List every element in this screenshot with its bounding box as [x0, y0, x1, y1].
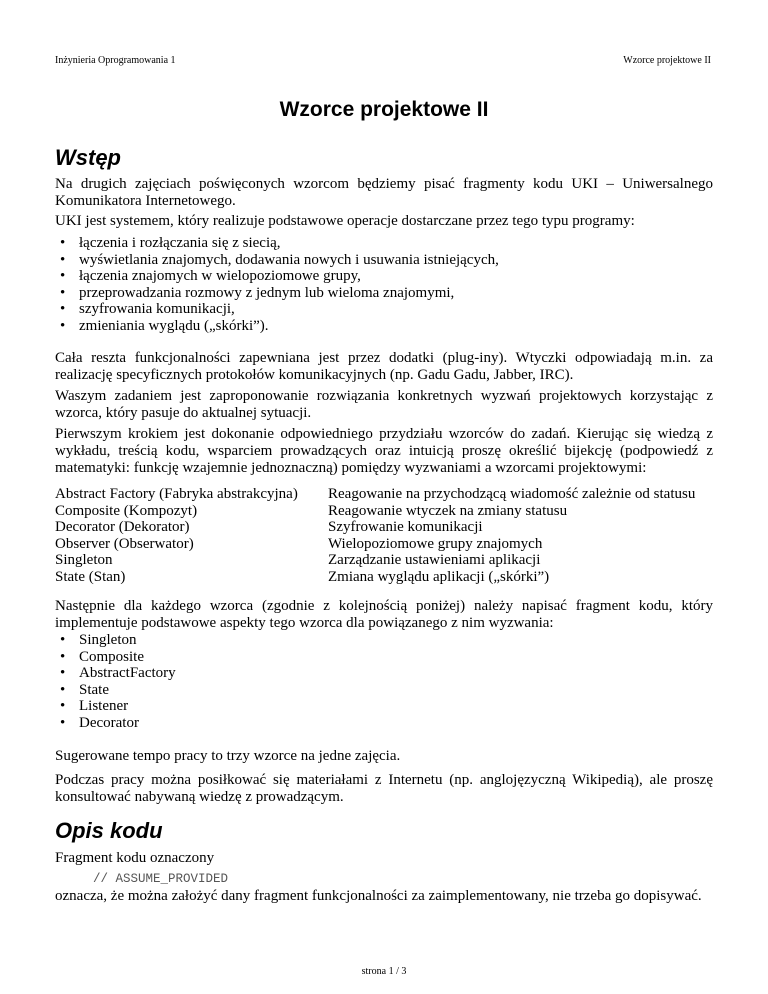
- list-item: • Listener: [60, 698, 129, 715]
- intro-paragraph-5: Pierwszym krokiem jest dokonanie odpowiedniego przydziału wzorców do zadań. Kierując się wiedzą z wykładu, treścią kodu, wsparciem prowadzących oraz intuicją proszę określić bijekcję (podpowiedź z matematyki: funkcję wzajemnie jednoznaczną) pomiędzy wyzwaniami a wzorcami projektowymi:: [55, 426, 713, 476]
- list-item: • szyfrowania komunikacji,: [60, 301, 235, 318]
- list-item: • zmieniania wyglądu („skórki”).: [60, 317, 269, 334]
- intro-paragraph-6: Następnie dla każdego wzorca (zgodnie z kolejnością poniżej) należy napisać fragment kodu, który implementuje podstawowe aspekty tego wzorca dla powiązanego z nim wyzwania:: [55, 598, 713, 631]
- pattern-name: Abstract Factory (Fabryka abstrakcyjna): [55, 486, 298, 502]
- bullet-icon: •: [60, 698, 66, 715]
- challenge-name: Zmiana wyglądu aplikacji („skórki”): [328, 568, 550, 585]
- list-item: • State: [60, 681, 109, 698]
- challenges-column: [328, 486, 695, 586]
- list-item: • AbstractFactory: [60, 665, 176, 682]
- bullet-icon: •: [60, 632, 66, 648]
- intro-paragraph-2: UKI jest systemem, który realizuje podstawowe operacje dostarczane przez tego typu programy:: [55, 213, 635, 229]
- bullet-icon: •: [60, 665, 66, 682]
- intro-paragraph-3: Cała reszta funkcjonalności zapewniana jest przez dodatki (plug-iny). Wtyczki odpowiadają m.in. za realizację specyficznych protokołów komunikacyjnych (np. Gadu Gadu, Jabber, IRC).: [55, 350, 713, 383]
- pattern-order-list: [60, 632, 176, 732]
- code-paragraph-2: oznacza, że można założyć dany fragment funkcjonalności za zaimplementowany, nie trzeba go dopisywać.: [55, 888, 702, 904]
- intro-paragraph-8: Podczas pracy można posiłkować się materiałami z Internetu (np. anglojęzyczną Wikipedią), ale proszę konsultować nabywaną wiedzę z prowadzącym.: [55, 772, 713, 805]
- features-list: [60, 235, 499, 335]
- bullet-icon: •: [60, 648, 66, 665]
- challenge-name: Wielopoziomowe grupy znajomych: [328, 535, 543, 552]
- list-item: • Decorator: [60, 714, 139, 731]
- bullet-icon: •: [60, 317, 66, 334]
- bullet-icon: •: [60, 681, 66, 698]
- pattern-name: Observer (Obserwator): [55, 535, 194, 552]
- pattern-name: State (Stan): [55, 568, 126, 585]
- code-snippet: // ASSUME_PROVIDED: [93, 872, 229, 886]
- pattern-name: Composite (Kompozyt): [55, 502, 198, 519]
- bullet-icon: •: [60, 284, 66, 301]
- bullet-icon: •: [60, 268, 66, 285]
- intro-paragraph-7: Sugerowane tempo pracy to trzy wzorce na jedne zajęcia.: [55, 748, 401, 764]
- challenge-name: Zarządzanie ustawieniami aplikacji: [328, 552, 541, 569]
- section-heading-code: Opis kodu: [55, 818, 163, 843]
- list-item: • Composite: [60, 648, 145, 665]
- pattern-name: Decorator (Dekorator): [55, 519, 190, 536]
- intro-paragraph-4: Waszym zadaniem jest zaproponowanie rozwiązania konkretnych wyzwań projektowych korzystając z wzorca, który pasuje do aktualnej sytuacji.: [55, 388, 713, 421]
- page-title: Wzorce projektowe II: [279, 98, 489, 121]
- list-item: • Singleton: [60, 632, 137, 648]
- list-item: • łączenia i rozłączania się z siecią,: [60, 235, 281, 251]
- section-heading-intro: Wstęp: [55, 145, 121, 170]
- pattern-name: Singleton: [55, 552, 113, 569]
- page-number: strona 1 / 3: [361, 966, 407, 977]
- list-item: • wyświetlania znajomych, dodawania nowych i usuwania istniejących,: [60, 251, 499, 268]
- bullet-icon: •: [60, 251, 66, 268]
- challenge-name: Reagowanie na przychodzącą wiadomość zależnie od statusu: [328, 486, 696, 502]
- list-item: • łączenia znajomych w wielopoziomowe grupy,: [60, 268, 361, 285]
- bullet-icon: •: [60, 714, 66, 731]
- header-course: Inżynieria Oprogramowania 1: [55, 55, 176, 66]
- patterns-column: [55, 486, 298, 586]
- challenge-name: Reagowanie wtyczek na zmiany statusu: [328, 502, 568, 519]
- header-topic: Wzorce projektowe II: [623, 55, 711, 66]
- intro-paragraph-1: Na drugich zajęciach poświęconych wzorcom będziemy pisać fragmenty kodu UKI – Uniwersalnego Komunikatora Internetowego.: [55, 176, 713, 209]
- code-paragraph-1: Fragment kodu oznaczony: [55, 850, 215, 866]
- bullet-icon: •: [60, 235, 66, 251]
- bullet-icon: •: [60, 301, 66, 318]
- list-item: • przeprowadzania rozmowy z jednym lub wieloma znajomymi,: [60, 284, 455, 301]
- challenge-name: Szyfrowanie komunikacji: [328, 519, 483, 536]
